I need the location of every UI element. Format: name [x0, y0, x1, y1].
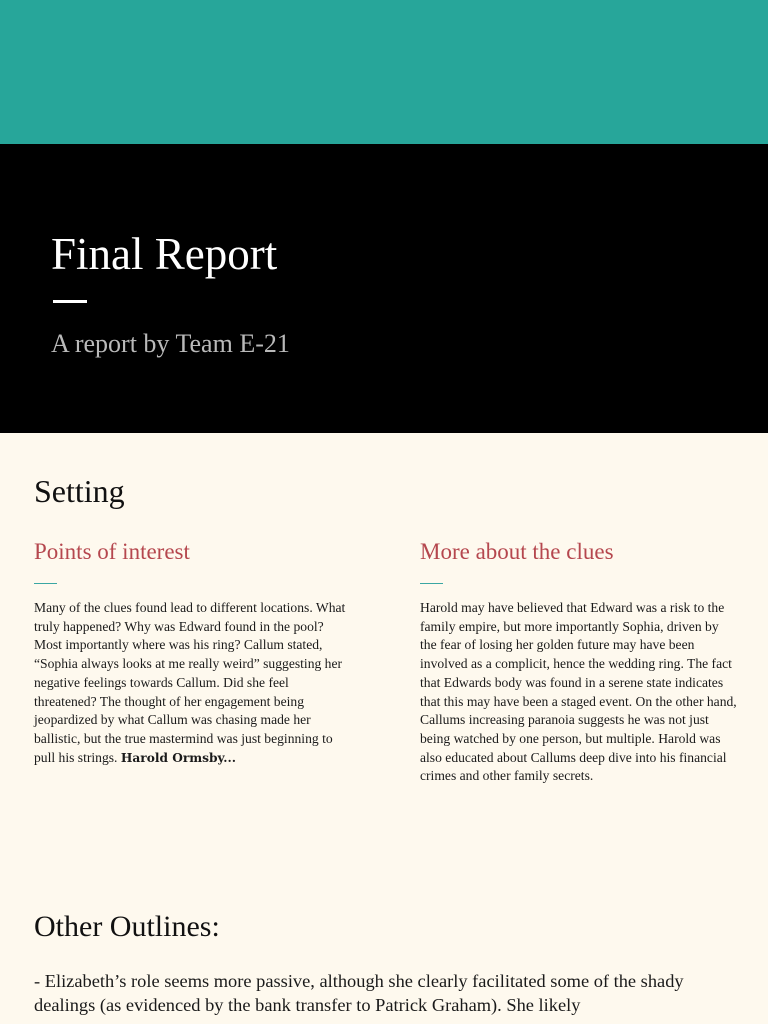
other-outlines-text: - Elizabeth’s role seems more passive, although she clearly facilitated some of the shady dealings (as evidenced by the bank transfer to Patrick Graham). She likely	[34, 971, 684, 1015]
section-title-setting: Setting	[34, 473, 125, 509]
page-title: Final Report	[51, 229, 278, 279]
harold-ormsby-emphasis: Harold Ormsby...	[120, 750, 236, 765]
section-title-other-outlines: Other Outlines:	[34, 910, 220, 943]
column-heading-points-of-interest: Points of interest	[34, 539, 190, 564]
more-about-clues-column	[420, 537, 738, 786]
points-of-interest-text	[34, 599, 350, 767]
top-accent-band	[0, 0, 768, 144]
column-divider	[420, 583, 443, 584]
more-about-clues-text: Harold may have believed that Edward was a risk to the family empire, but more importantly Sophia, driven by the fear of losing her golden future may have been involved as a complicit, hence the wedding ring. The fact that Edwards body was found in a serene state indicates that this may have been a staged event. On the other hand, Callums increasing paranoia suggests he was not just being watched by one person, but multiple. Harold was also educated about Callums deep dive into his financial crimes and other family secrets.	[420, 600, 737, 784]
page-subtitle: A report by Team E-21	[51, 329, 290, 358]
points-of-interest-column	[34, 537, 350, 767]
report-content	[0, 433, 768, 1024]
hero-banner	[0, 144, 768, 433]
column-heading-more-about-clues: More about the clues	[420, 539, 614, 564]
column-divider	[34, 583, 57, 584]
title-divider	[53, 300, 87, 303]
points-of-interest-body: Many of the clues found lead to different locations. What truly happened? Why was Edward found in the pool? Most importantly where was his ring? Callum stated, “Sophia always looks at me really weird” suggesting her negative feelings towards Callum. Did she feel threatened? The thought of her engagement being jeopardized by what Callum was chasing made her ballistic, but the true mastermind was just beginning to pull his strings.	[34, 600, 346, 765]
